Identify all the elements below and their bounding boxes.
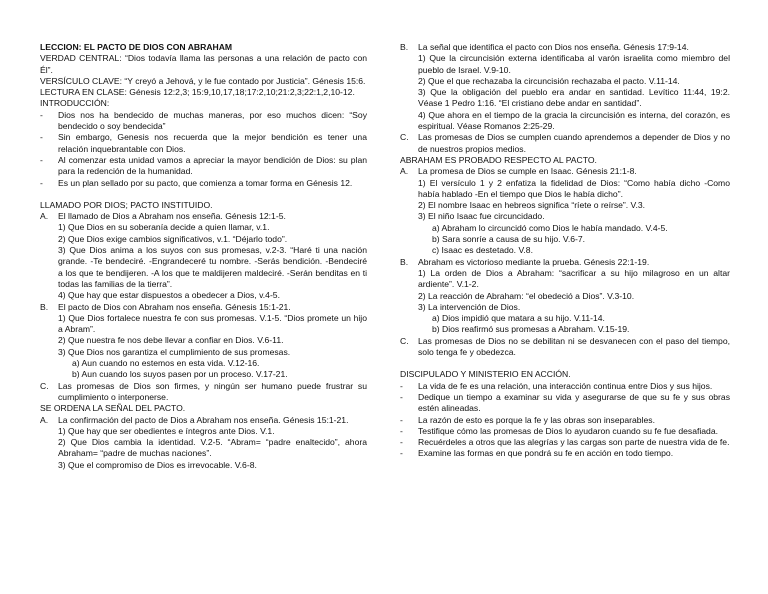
sub-item: 4) Que hay que estar dispuestos a obedecer a Dios, v.4-5. [58, 290, 280, 301]
sub-item: 2) La reacción de Abraham: “el obedeció a Dios”. V.3-10. [418, 290, 635, 301]
sub-sub-item: b) Sara sonríe a causa de su hijo. V.6-7. [432, 234, 586, 245]
list-item: - Recuérdeles a otros que las alegrías y las cargas son parte de nuestra vida de fe. [400, 437, 730, 448]
intro-heading: INTRODUCCIÓN: [40, 98, 110, 109]
lesson-title: LECCION: EL PACTO DE DIOS CON ABRAHAM [40, 42, 233, 52]
point-b: B. Abraham es victorioso mediante la prueba. Génesis 22:1-19. [400, 256, 650, 267]
sub-item: 2) Que Dios cambia la identidad. V.2-5. “Abram= “padre enaltecido”, ahora Abraham= “padre de muchas naciones”. [58, 437, 367, 459]
sub-sub-item: c) Isaac es destetado. V.8. [432, 245, 533, 256]
sub-item: 3) Que la obligación del pueblo era andar en santidad. Levítico 11:44, 19:2. Véase 1 Pedro 1:16. “El cristiano debe andar en santidad”. [418, 87, 730, 109]
section-heading: ABRAHAM ES PROBADO RESPECTO AL PACTO. [400, 154, 597, 165]
sub-item: 3) La intervención de Dios. [418, 301, 521, 312]
intro-list [40, 110, 367, 189]
sub-item: 3) Que el compromiso de Dios es irrevocable. V.6-8. [58, 459, 257, 470]
sub-item: 2) Que Dios exige cambios significativos, v.1. “Déjarlo todo”. [58, 233, 288, 244]
point-a: A. La promesa de Dios se cumple en Isaac. Génesis 21:1-8. [400, 166, 637, 177]
list-item: - Es un plan sellado por su pacto, que comienza a tomar forma en Génesis 12. [40, 177, 353, 188]
section-heading: SE ORDENA LA SEÑAL DEL PACTO. [40, 403, 186, 414]
sub-item: 2) El nombre Isaac en hebreos significa “ríete o reírse”. V.3. [418, 200, 646, 211]
sub-item: 3) Que Dios nos garantiza el cumplimiento de sus promesas. [58, 346, 291, 357]
list-item: - Al comenzar esta unidad vamos a apreciar la mayor bendición de Dios: su plan para la redención de la humanidad. [40, 154, 367, 177]
section-heading: DISCIPULADO Y MINISTERIO EN ACCIÓN. [400, 369, 571, 380]
list-item: - La vida de fe es una relación, una interacción continua entre Dios y sus hijos. [400, 380, 713, 391]
sub-item: 1) La orden de Dios a Abraham: “sacrificar a su hijo milagroso en un altar ardiente”. V.1-2. [418, 267, 730, 290]
sub-item: 2) Que nuestra fe nos debe llevar a confiar en Dios. V.6-11. [58, 335, 284, 346]
sub-item: 2) Que el que rechazaba la circuncisión rechazaba el pacto. V.11-14. [418, 75, 680, 86]
section-heading: LLAMADO POR DIOS; PACTO INSTITUIDO. [40, 199, 213, 210]
list-item: - Dios nos ha bendecido de muchas maneras, por eso muchos dicen: “Soy bendecido o soy bendecida” [40, 109, 367, 132]
sub-sub-item: b) Aun cuando los suyos pasen por un proceso. V.17-21. [72, 369, 288, 380]
sub-item: 3) El niño Isaac fue circuncidado. [418, 211, 545, 222]
list-item: - Examine las formas en que pondrá su fe en acción en todo tiempo. [400, 448, 674, 459]
sub-sub-item: a) Dios impidió que matara a su hijo. V.11-14. [432, 313, 605, 324]
sub-item: 1) Que hay que ser obedientes e íntegros ante Dios. V.1. [58, 425, 275, 436]
point-c: C. Las promesas de Dios se cumplen cuando aprendemos a depender de Dios y no de nuestros propios medios. [400, 132, 730, 154]
sub-sub-item: b) Dios reafirmó sus promesas a Abraham. V.15-19. [432, 324, 630, 335]
central-truth: VERDAD CENTRAL: “Dios todavía llama las personas a una relación de pacto con Él”. [40, 53, 367, 75]
point-b: B. La señal que identifica el pacto con Dios nos enseña. Génesis 17:9-14. [400, 42, 689, 52]
point-a: A. El llamado de Dios a Abraham nos enseña. Génesis 12:1-5. [40, 211, 286, 222]
sub-sub-item: a) Abraham lo circuncidó como Dios le había mandado. V.4-5. [432, 222, 668, 233]
list-item: - Testifique cómo las promesas de Dios lo ayudaron cuando su fe fue desafiada. [400, 425, 719, 436]
point-b: B. El pacto de Dios con Abraham nos enseña. Génesis 15:1-21. [40, 301, 291, 312]
sub-item: 1) Que Dios en su soberanía decide a quien llamar, v.1. [58, 222, 270, 233]
left-column [40, 42, 367, 471]
sub-item: 4) Que ahora en el tiempo de la gracia la circuncisión es interna, del corazón, es espiritual. Véase Romanos 2:25-29. [418, 109, 730, 132]
sub-item: 1) El versículo 1 y 2 enfatiza la fidelidad de Dios: “Como había dicho -Como había hablado -En el tiempo que Dios le había dicho”. [418, 177, 730, 199]
sub-item: 3) Que Dios anima a los suyos con sus promesas, v.2-3. “Haré ti una nación grande. -Te bendeciré. -Engrandeceré tu nombre. -Serás bendición. -Bendeciré a los que te bendijeren. -A los que te maldijeren maldeciré. -Serán benditas en ti todas las familias de la tierra”. [58, 245, 367, 289]
point-c: C. Las promesas de Dios son firmes, y ningún ser humano puede frustrar su cumplimiento o interponerse. [40, 380, 367, 402]
sub-item: 1) Que la circuncisión externa identificaba al varón israelita como miembro del pueblo de Israel. V.9-10. [418, 53, 730, 75]
point-c: C. Las promesas de Dios no se debilitan ni se desvanecen con el paso del tiempo, solo tenga fe y obedezca. [400, 335, 730, 358]
right-column [400, 42, 730, 460]
point-a: A. La confirmación del pacto de Dios a Abraham nos enseña. Génesis 15:1-21. [40, 414, 349, 425]
list-item: - Sin embargo, Genesis nos recuerda que la mejor bendición es tener una relación inquebrantable con Dios. [40, 132, 367, 154]
list-item: - Dedique un tiempo a examinar su vida y asegurarse de que su fe y sus obras estén alineadas. [400, 391, 730, 414]
sub-sub-item: a) Aun cuando no estemos en esta vida. V.12-16. [72, 358, 260, 369]
key-verse: VERSÍCULO CLAVE: “Y creyó a Jehová, y le fue contado por Justicia”. Génesis 15:6. [40, 75, 366, 86]
list-item: - La razón de esto es porque la fe y las obras son inseparables. [400, 414, 655, 425]
sub-item: 1) Que Dios fortalece nuestra fe con sus promesas. V.1-5. “Dios promete un hijo a Abram”. [58, 312, 367, 335]
class-reading: LECTURA EN CLASE: Génesis 12:2,3; 15:9,10,17,18;17:2,10;21:2,3;22:1,2,10-12. [40, 87, 355, 98]
